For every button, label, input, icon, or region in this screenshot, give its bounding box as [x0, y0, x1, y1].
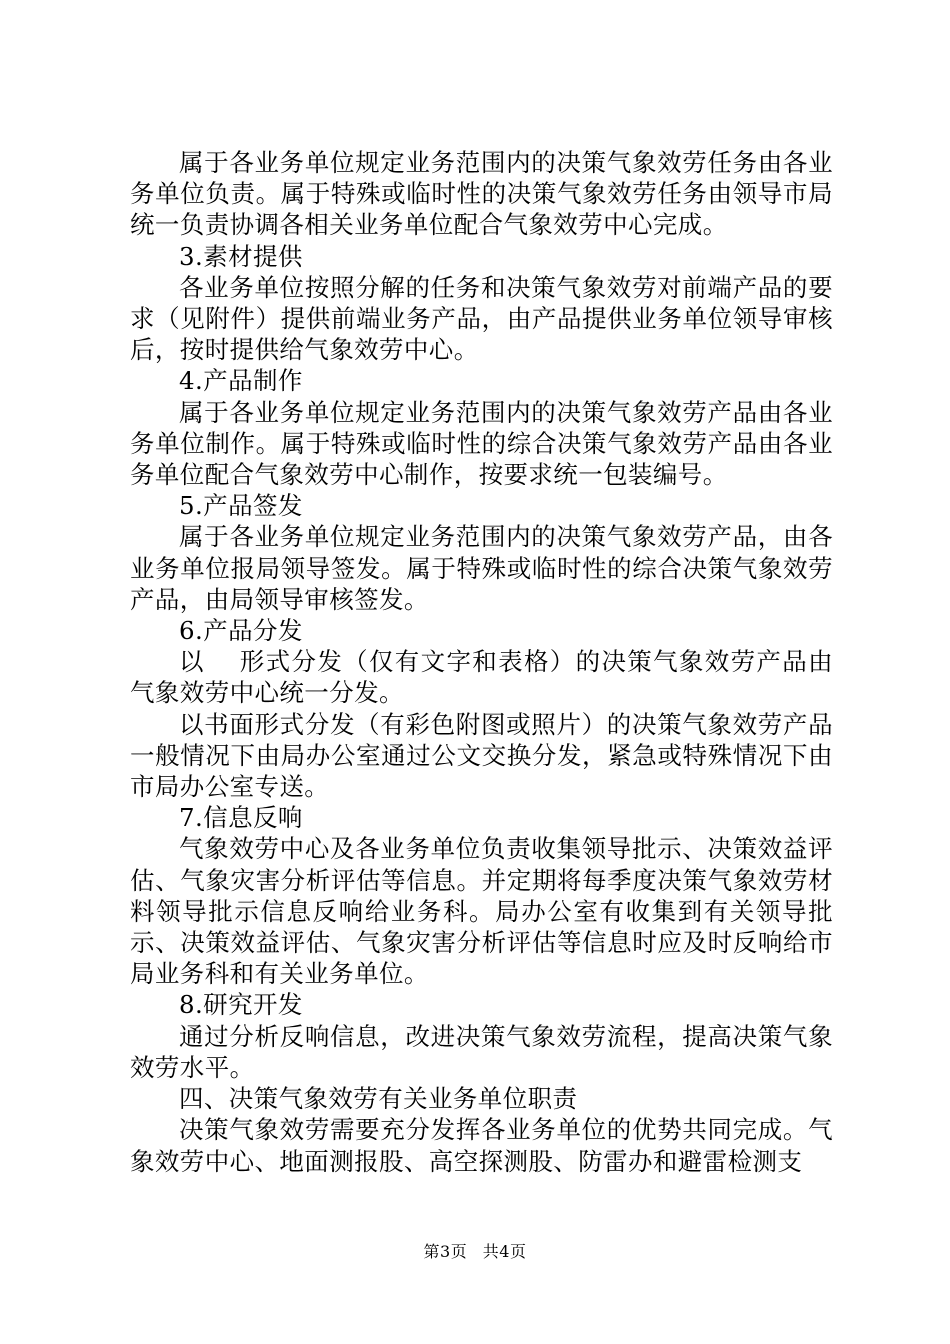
section-heading-4: 4.产品制作 — [179, 366, 303, 396]
paragraph-3: 属于各业务单位规定业务范围内的决策气象效劳产品由各业务单位制作。属于特殊或临时性的综合决策气象效劳产品由各业务单位配合气象效劳中心制作，按要求统一包装编号。 — [130, 397, 833, 490]
section-heading-6: 6.产品分发 — [179, 616, 303, 646]
section-heading-four: 四、决策气象效劳有关业务单位职责 — [179, 1084, 578, 1114]
page-total: 共4页 — [482, 1242, 527, 1261]
page-number: 第3页 — [423, 1242, 468, 1261]
paragraph-8: 通过分析反响信息，改进决策气象效劳流程，提高决策气象效劳水平。 — [130, 1021, 833, 1082]
paragraph-5: 以 形式分发（仅有文字和表格）的决策气象效劳产品由气象效劳中心统一分发。 — [130, 647, 833, 708]
section-heading-8: 8.研究开发 — [179, 990, 303, 1020]
section-heading-7: 7.信息反响 — [179, 803, 303, 833]
paragraph-2: 各业务单位按照分解的任务和决策气象效劳对前端产品的要求（见附件）提供前端业务产品，由产品提供业务单位领导审核后，按时提供给气象效劳中心。 — [130, 272, 833, 365]
paragraph-1: 属于各业务单位规定业务范围内的决策气象效劳任务由各业务单位负责。属于特殊或临时性的决策气象效劳任务由领导市局统一负责协调各相关业务单位配合气象效劳中心完成。 — [130, 148, 833, 240]
section-heading-5: 5.产品签发 — [179, 491, 303, 521]
document-body — [130, 147, 833, 1177]
paragraph-9: 决策气象效劳需要充分发挥各业务单位的优势共同完成。气象效劳中心、地面测报股、高空探测股、防雷办和避雷检测支 — [130, 1115, 833, 1176]
paragraph-7: 气象效劳中心及各业务单位负责收集领导批示、决策效益评估、气象灾害分析评估等信息。并定期将每季度决策气象效劳材料领导批示信息反响给业务科。局办公室有收集到有关领导批示、决策效益评估、气象灾害分析评估等信息时应及时反响给市局业务科和有关业务单位。 — [130, 834, 833, 989]
paragraph-6: 以书面形式分发（有彩色附图或照片）的决策气象效劳产品一般情况下由局办公室通过公文交换分发，紧急或特殊情况下由市局办公室专送。 — [130, 709, 833, 802]
page-footer — [0, 1242, 950, 1262]
section-heading-3: 3.素材提供 — [179, 241, 303, 271]
paragraph-4: 属于各业务单位规定业务范围内的决策气象效劳产品，由各业务单位报局领导签发。属于特殊或临时性的综合决策气象效劳产品，由局领导审核签发。 — [130, 522, 833, 614]
